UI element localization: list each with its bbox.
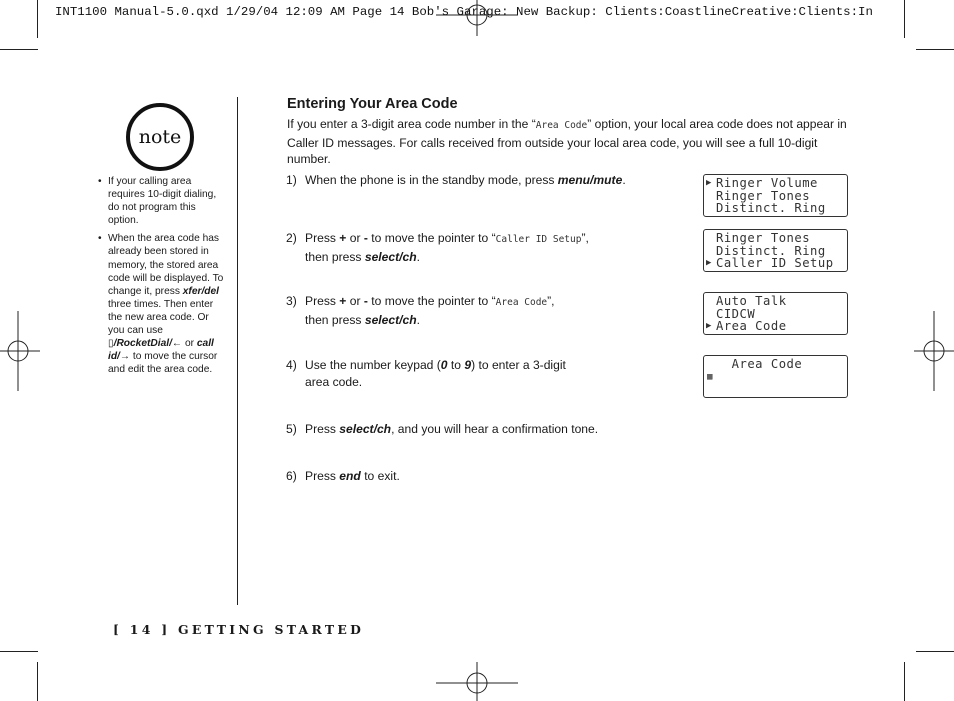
step-text: to	[450, 358, 461, 372]
key-name: xfer/del	[182, 285, 220, 297]
section-title: Entering Your Area Code	[287, 96, 458, 112]
step-3	[286, 293, 555, 328]
lcd-text: Ringer Volume	[716, 176, 818, 190]
lcd-text: Distinct. Ring	[716, 243, 826, 258]
note-bullet-text: If your calling area requires 10-digit dialing, do not program this option.	[108, 176, 217, 227]
step-4	[286, 357, 566, 390]
lcd-text: Area Code	[716, 319, 787, 334]
step-number: 6)	[286, 469, 297, 483]
step-number: 1)	[286, 173, 297, 187]
section-intro	[287, 116, 847, 168]
crop-mark	[37, 662, 38, 701]
key-name: select/ch	[364, 312, 417, 327]
lcd-text: Distinct. Ring	[716, 201, 826, 216]
key-name: 9	[464, 358, 472, 372]
step-text: ) to enter a 3-digit	[471, 358, 566, 372]
step-number: 5)	[286, 422, 297, 436]
intro-text: ” option, your local area code does not appear in Caller ID messages. For calls received from outside your local area code, you will see a full 10-digit number.	[287, 117, 847, 166]
lcd-display-4	[703, 355, 848, 398]
bullet-icon: •	[98, 233, 102, 245]
note-text: When the area code has already been stored in memory, the stored area code will be displayed. To change it, press	[108, 233, 224, 297]
step-text: Press	[305, 294, 336, 308]
lcd-display-2	[703, 229, 848, 272]
pointer-icon: ▶	[706, 258, 712, 269]
crop-mark	[904, 0, 905, 38]
registration-mark-top	[436, 0, 518, 36]
step-text: area code.	[305, 374, 363, 389]
lcd-row	[704, 320, 847, 333]
crop-mark	[37, 0, 38, 38]
step-text: then press	[305, 312, 362, 327]
step-number: 2)	[286, 231, 297, 245]
minus-key: -	[363, 294, 368, 308]
lcd-option: Area Code	[535, 120, 588, 131]
plus-key: +	[339, 294, 347, 308]
phonebook-icon: ▯	[108, 338, 114, 350]
intro-text: If you enter a 3-digit area code number in the “	[287, 117, 536, 131]
crop-mark	[916, 49, 954, 50]
cursor-icon: ▦	[707, 371, 713, 382]
lcd-row	[704, 202, 847, 215]
step-text: .	[416, 312, 420, 327]
step-number: 4)	[286, 358, 297, 372]
step-text: ”,	[547, 294, 555, 308]
registration-mark-left	[0, 311, 40, 391]
step-text: Use the number keypad (	[305, 358, 441, 372]
step-text: or	[349, 231, 361, 245]
step-2	[286, 230, 589, 265]
step-text: then press	[305, 249, 362, 264]
step-text: When the phone is in the standby mode, press	[305, 173, 555, 187]
lcd-display-3	[703, 292, 848, 335]
step-text: Press	[305, 422, 336, 436]
lcd-text: Area Code	[716, 357, 803, 371]
step-text: .	[622, 173, 626, 187]
plus-key: +	[339, 231, 347, 245]
key-name: /RocketDial/←	[113, 338, 183, 350]
note-text: three times. Then enter the new area code. Or you can use	[108, 298, 214, 337]
key-name: end	[339, 469, 361, 483]
note-bullet	[98, 232, 226, 376]
lcd-text: CIDCW	[716, 306, 756, 321]
note-sidebar	[98, 175, 226, 381]
registration-mark-right	[914, 311, 954, 391]
step-text: to move the pointer to “	[371, 294, 496, 308]
lcd-row	[704, 257, 847, 270]
crop-mark	[904, 662, 905, 701]
key-name: call id/→	[108, 338, 214, 363]
lcd-text: Auto Talk	[716, 294, 787, 308]
key-name: 0	[440, 358, 448, 372]
registration-mark-bottom	[436, 662, 518, 701]
page-footer: [ 14 ] GETTING STARTED	[113, 622, 365, 637]
crop-mark	[0, 651, 38, 652]
step-text: Press	[305, 469, 336, 483]
note-badge	[126, 103, 194, 171]
step-text: , and you will hear a confirmation tone.	[391, 422, 599, 436]
column-divider	[237, 97, 238, 605]
minus-key: -	[363, 231, 368, 245]
key-name: menu/mute	[557, 173, 623, 187]
slug-line: INT1100 Manual-5.0.qxd 1/29/04 12:09 AM Page 14 Bob's Garage: New Backup: Clients:CoastlineCreative:Clients:In	[55, 5, 873, 19]
crop-mark	[0, 49, 38, 50]
step-text: to exit.	[364, 469, 400, 483]
note-text: or	[184, 338, 195, 350]
lcd-text: Ringer Tones	[716, 231, 811, 245]
crop-mark	[916, 651, 954, 652]
step-6	[286, 468, 400, 485]
lcd-display-1	[703, 174, 848, 217]
lcd-option: Area Code	[495, 297, 548, 308]
step-text: .	[416, 249, 420, 264]
step-text: or	[349, 294, 361, 308]
pointer-icon: ▶	[706, 178, 712, 188]
pointer-icon: ▶	[706, 321, 712, 332]
step-text: ”,	[581, 231, 589, 245]
step-text: Press	[305, 231, 336, 245]
step-5	[286, 421, 598, 438]
key-name: select/ch	[339, 422, 392, 436]
key-name: select/ch	[364, 249, 417, 264]
lcd-row	[704, 371, 847, 384]
bullet-icon: •	[98, 176, 102, 187]
step-1	[286, 172, 626, 189]
note-bullet	[98, 175, 226, 227]
note-text: to move the cursor and edit the area code.	[108, 351, 218, 376]
lcd-option: Caller ID Setup	[495, 234, 582, 245]
step-number: 3)	[286, 294, 297, 308]
lcd-row	[704, 358, 847, 371]
step-text: to move the pointer to “	[371, 231, 496, 245]
lcd-text: Caller ID Setup	[716, 256, 834, 271]
lcd-text: Ringer Tones	[716, 188, 811, 203]
note-badge-label: note	[138, 126, 182, 148]
